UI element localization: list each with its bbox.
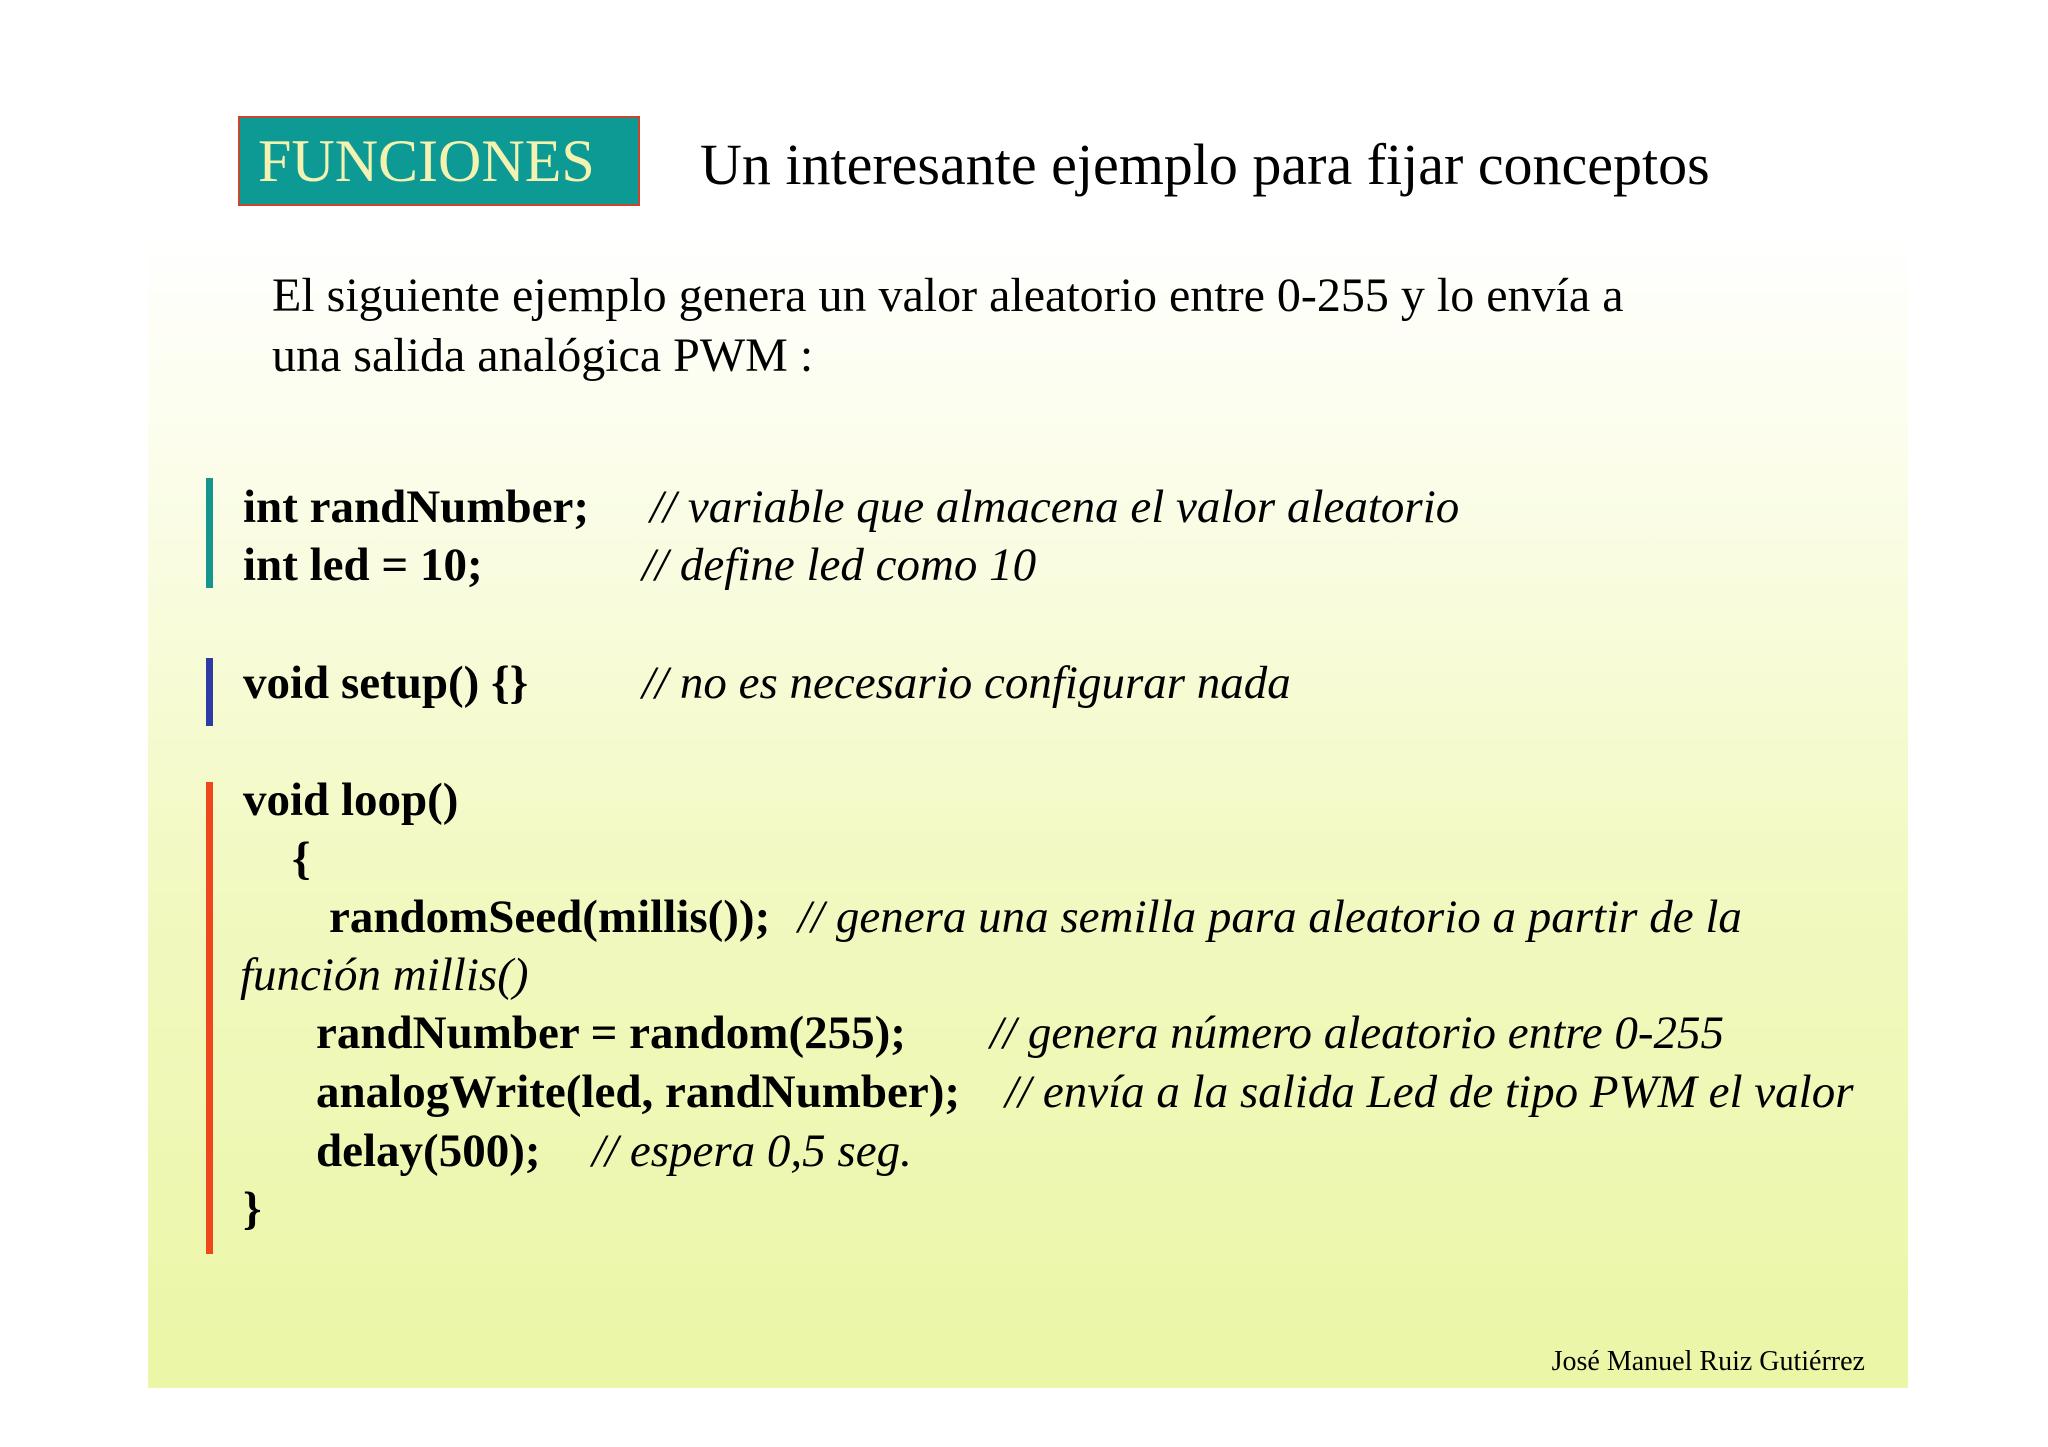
comment-line-3: // no es necesario configurar nada: [642, 657, 1291, 709]
comment-line-1: // variable que almacena el valor aleatorio: [650, 481, 1460, 533]
author-credit: José Manuel Ruiz Gutiérrez: [1551, 1346, 1865, 1377]
code-line-8: randNumber = random(255);: [316, 1007, 906, 1059]
section-label: FUNCIONES: [238, 116, 640, 206]
variables-marker-bar: [206, 478, 213, 588]
code-line-1: int randNumber;: [243, 481, 589, 533]
code-line-3: void setup() {}: [243, 657, 529, 709]
code-line-5: {: [292, 833, 311, 885]
setup-marker-bar: [206, 658, 213, 726]
loop-marker-bar: [206, 782, 213, 1254]
code-line-11: }: [243, 1183, 262, 1235]
page-title: Un interesante ejemplo para fijar conceptos: [700, 132, 1710, 197]
code-line-4: void loop(): [243, 774, 459, 826]
intro-line-1: El siguiente ejemplo genera un valor aleatorio entre 0-255 y lo envía a: [272, 269, 1624, 322]
code-line-9: analogWrite(led, randNumber);: [316, 1066, 961, 1118]
intro-line-2: una salida analógica PWM :: [272, 329, 814, 382]
code-line-6: randomSeed(millis());: [329, 891, 771, 943]
comment-line-2: // define led como 10: [642, 539, 1037, 591]
comment-line-8: // genera número aleatorio entre 0-255: [990, 1007, 1725, 1059]
comment-line-7: función millis(): [240, 949, 529, 1001]
intro-paragraph: [272, 266, 1624, 386]
code-line-2: int led = 10;: [243, 539, 483, 591]
comment-line-10: // espera 0,5 seg.: [592, 1125, 912, 1177]
code-line-10: delay(500);: [316, 1125, 541, 1177]
comment-line-6: // genera una semilla para aleatorio a partir de la: [798, 891, 1742, 943]
comment-line-9: // envía a la salida Led de tipo PWM el valor: [1005, 1066, 1854, 1118]
